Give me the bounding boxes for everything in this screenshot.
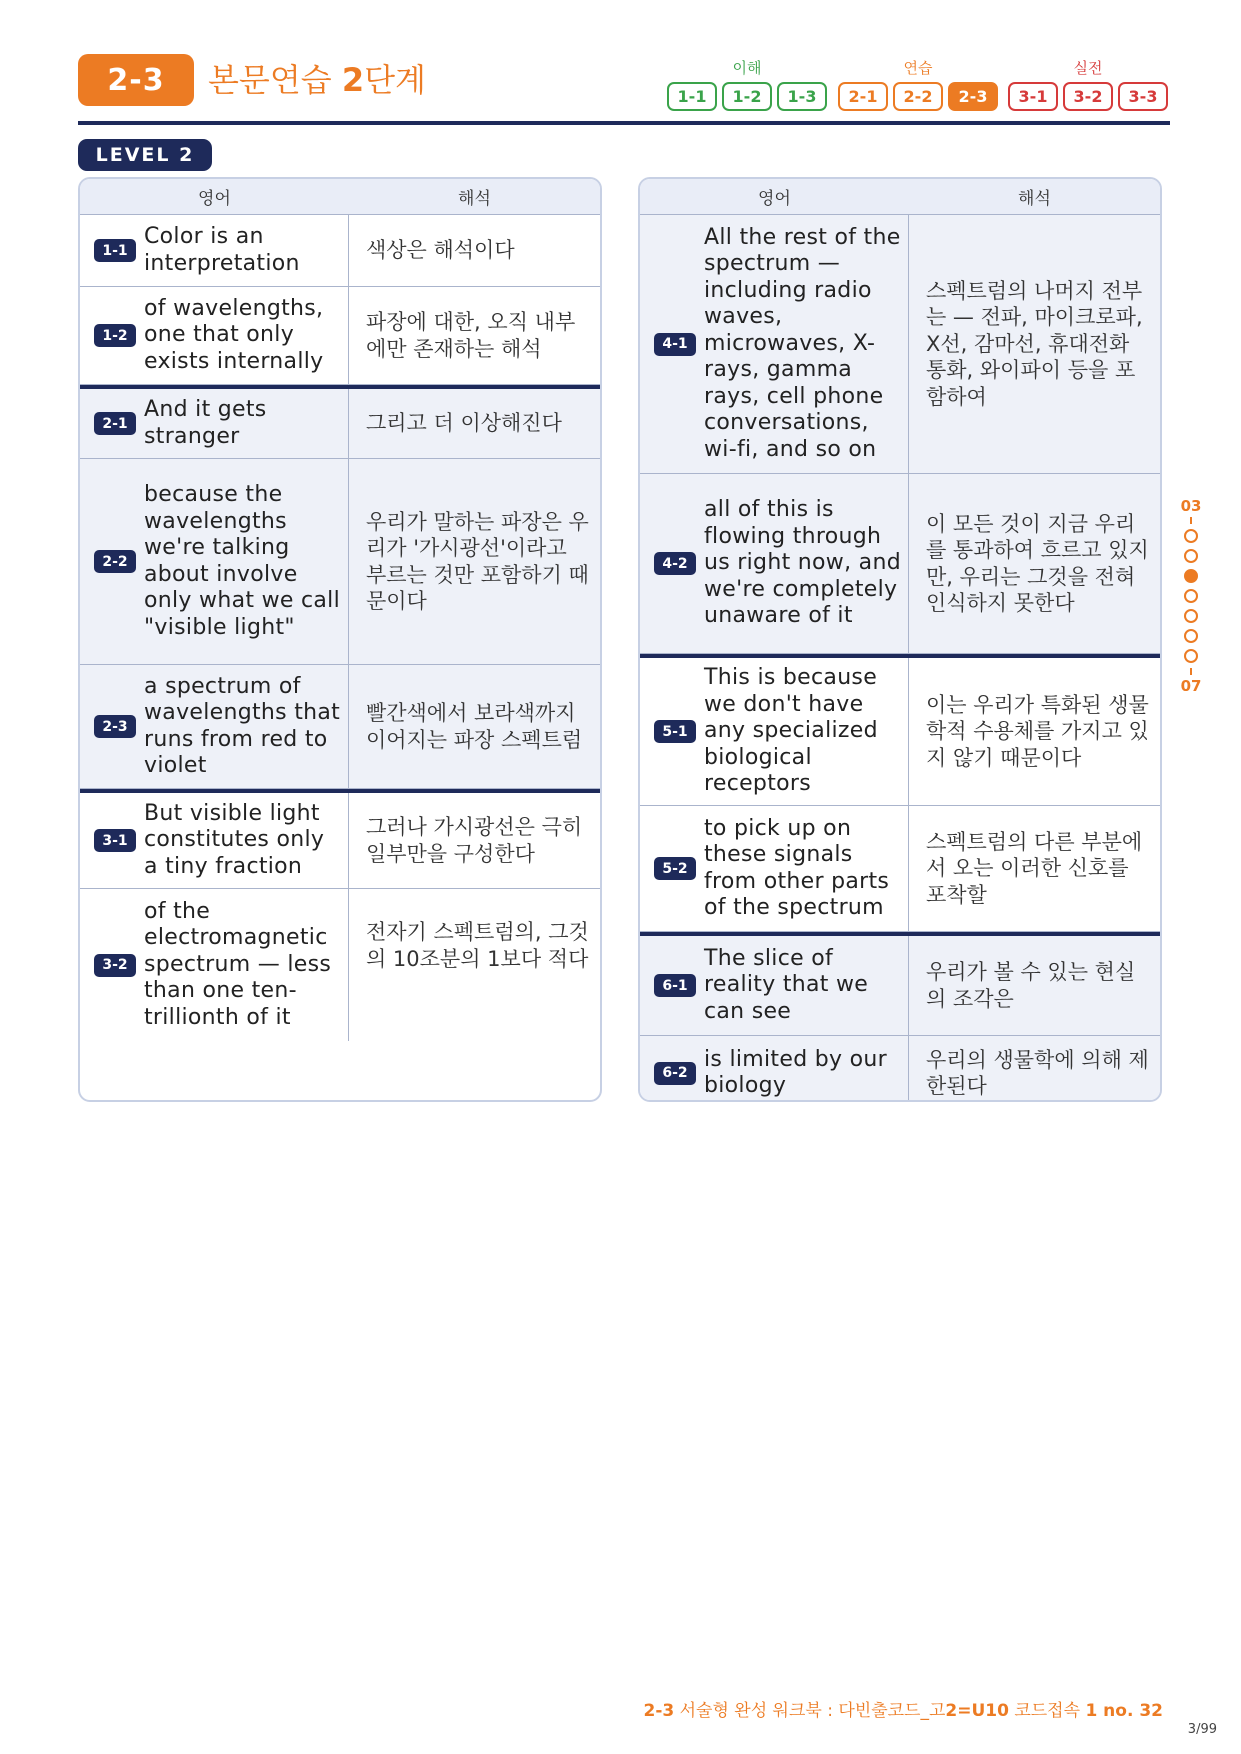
sentence-number: 5-2 xyxy=(654,857,696,880)
progress-start-label: 03 xyxy=(1180,497,1202,515)
page-number: 3/99 xyxy=(1187,1722,1217,1737)
step-group-real xyxy=(1008,60,1168,111)
sentence-number: 1-2 xyxy=(94,324,136,347)
progress-dot-current xyxy=(1184,569,1198,583)
sentence-number: 5-1 xyxy=(654,720,696,743)
table-row xyxy=(640,654,1160,806)
english-text: All the rest of the spectrum — including radio waves, microwaves, X-rays, gamma rays, cell phone conversations, wi-fi, and so on xyxy=(704,224,901,462)
table-row xyxy=(80,385,600,459)
korean-text: 그러나 가시광선은 극히 일부만을 구성한다 xyxy=(365,815,583,866)
table-header xyxy=(640,179,1160,215)
table-row xyxy=(640,474,1160,654)
step-2-3-active[interactable]: 2-3 xyxy=(948,82,998,111)
korean-text: 우리가 볼 수 있는 현실의 조각은 xyxy=(925,960,1136,1011)
table-row xyxy=(80,215,600,287)
sentence-number: 3-2 xyxy=(94,954,136,977)
english-text: because the wavelengths we're talking about involve only what we call "visible light" xyxy=(144,482,340,640)
sentence-number: 6-1 xyxy=(654,974,696,997)
english-text: But visible light constitutes only a tiny fraction xyxy=(144,800,325,879)
step-2-2[interactable]: 2-2 xyxy=(893,82,943,111)
header-english: 영어 xyxy=(758,189,791,209)
progress-dot xyxy=(1184,589,1198,603)
section-badge: 2-3 xyxy=(78,54,194,106)
step-group-label: 연습 xyxy=(903,59,933,77)
header-english: 영어 xyxy=(198,189,231,209)
level-badge: LEVEL 2 xyxy=(78,139,212,171)
step-group-label: 실전 xyxy=(1073,59,1103,77)
sentence-number: 3-1 xyxy=(94,829,136,852)
table-row xyxy=(80,287,600,385)
header-korean: 해석 xyxy=(1018,189,1051,209)
table-row xyxy=(80,789,600,889)
korean-text: 파장에 대한, 오직 내부에만 존재하는 해석 xyxy=(365,310,576,361)
progress-end-label: 07 xyxy=(1180,677,1202,695)
step-2-1[interactable]: 2-1 xyxy=(838,82,888,111)
sentence-number: 2-1 xyxy=(94,412,136,435)
footer-text: 2-3 서술형 완성 워크북 : 다빈출코드_고2=U10 코드접속 1 no. 32 xyxy=(643,1701,1163,1721)
korean-text: 우리가 말하는 파장은 우리가 '가시광선'이라고 부르는 것만 포함하기 때문이다 xyxy=(365,509,589,613)
chapter-progress-indicator xyxy=(1180,497,1202,695)
korean-text: 전자기 스펙트럼의, 그것의 10조분의 1보다 적다 xyxy=(365,920,589,971)
step-3-2[interactable]: 3-2 xyxy=(1063,82,1113,111)
korean-text: 빨간색에서 보라색까지 이어지는 파장 스펙트럼 xyxy=(365,701,583,752)
step-3-3[interactable]: 3-3 xyxy=(1118,82,1168,111)
english-text: to pick up on these signals from other parts of the spectrum xyxy=(704,815,890,920)
english-text: The slice of reality that we can see xyxy=(704,945,869,1024)
step-group-label: 이해 xyxy=(732,59,762,77)
table-row xyxy=(640,806,1160,932)
english-text: This is because we don't have any specialized biological receptors xyxy=(704,665,878,797)
progress-dot xyxy=(1184,629,1198,643)
progress-dot xyxy=(1184,529,1198,543)
english-text: Color is an interpretation xyxy=(144,224,300,276)
sentence-number: 6-2 xyxy=(654,1062,696,1085)
table-row xyxy=(640,1036,1160,1102)
table-row xyxy=(80,459,600,665)
progress-dot xyxy=(1184,649,1198,663)
progress-dot xyxy=(1184,549,1198,563)
table-header xyxy=(80,179,600,215)
korean-text: 그리고 더 이상해진다 xyxy=(365,411,562,436)
english-text: of the electromagnetic spectrum — less than one ten-trillionth of it xyxy=(144,898,332,1030)
step-group-practice xyxy=(838,60,998,111)
sentence-number: 4-1 xyxy=(654,333,696,356)
english-text: all of this is flowing through us right now, and we're completely unaware of it xyxy=(704,497,901,629)
sentence-number: 2-3 xyxy=(94,715,136,738)
table-row xyxy=(640,932,1160,1036)
table-row xyxy=(80,665,600,789)
step-1-2[interactable]: 1-2 xyxy=(722,82,772,111)
korean-text: 우리의 생물학에 의해 제한된다 xyxy=(925,1047,1149,1098)
english-text: is limited by our biology xyxy=(704,1046,887,1098)
header-korean: 해석 xyxy=(458,189,491,209)
left-sentence-table xyxy=(78,177,602,1102)
sentence-number: 4-2 xyxy=(654,552,696,575)
sentence-number: 2-2 xyxy=(94,550,136,573)
english-text: of wavelengths, one that only exists internally xyxy=(144,295,324,374)
header-divider xyxy=(78,121,1170,125)
step-1-3[interactable]: 1-3 xyxy=(777,82,827,111)
korean-text: 색상은 해석이다 xyxy=(365,238,515,263)
korean-text: 이는 우리가 특화된 생물학적 수용체를 가지고 있지 않기 때문이다 xyxy=(925,692,1149,770)
step-1-1[interactable]: 1-1 xyxy=(667,82,717,111)
english-text: And it gets stranger xyxy=(144,397,267,449)
sentence-number: 1-1 xyxy=(94,239,136,262)
korean-text: 스펙트럼의 다른 부분에서 오는 이러한 신호를 포착할 xyxy=(925,829,1143,907)
table-row xyxy=(640,215,1160,474)
korean-text: 이 모든 것이 지금 우리를 통과하여 흐르고 있지만, 우리는 그것을 전혀 인식하지 못한다 xyxy=(925,511,1149,615)
table-row xyxy=(80,889,600,1041)
page-title: 본문연습 2단계 xyxy=(208,61,426,99)
step-3-1[interactable]: 3-1 xyxy=(1008,82,1058,111)
korean-text: 스펙트럼의 나머지 전부는 — 전파, 마이크로파, X선, 감마선, 휴대전화 통화, 와이파이 등을 포함하여 xyxy=(925,278,1143,409)
right-sentence-table xyxy=(638,177,1162,1102)
step-group-understand xyxy=(667,60,827,111)
english-text: a spectrum of wavelengths that runs from red to violet xyxy=(144,673,341,778)
progress-dot xyxy=(1184,609,1198,623)
